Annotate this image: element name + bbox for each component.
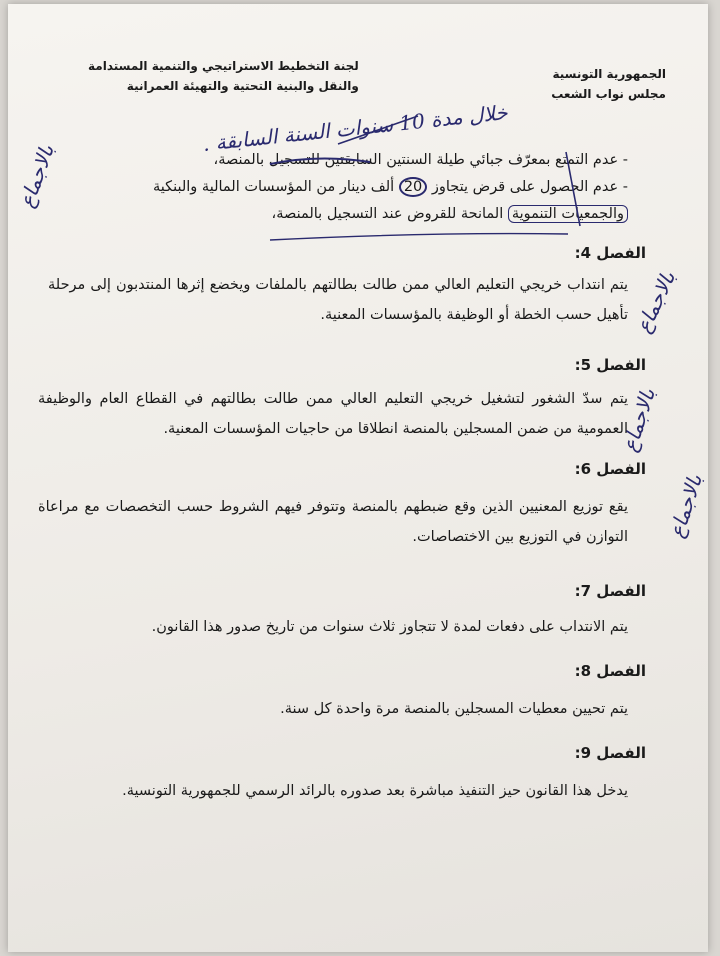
section-8-heading: الفصل 8: bbox=[574, 662, 646, 680]
ink-strokes bbox=[8, 4, 708, 952]
boxed-phrase: والجمعيات التنموية bbox=[508, 205, 628, 223]
margin-note-1: بالاجماع bbox=[14, 141, 59, 211]
circled-number: 20 bbox=[399, 177, 427, 197]
header-committee bbox=[88, 56, 359, 96]
margin-note-4: بالاجماع bbox=[664, 471, 707, 541]
section-9-heading: الفصل 9: bbox=[574, 744, 646, 762]
condition-line-3 bbox=[272, 206, 628, 222]
condition-line-2-pre: - عدم الحصول على قرض يتجاوز bbox=[431, 179, 628, 195]
condition-line-2 bbox=[153, 179, 628, 195]
section-6-heading: الفصل 6: bbox=[574, 460, 646, 478]
section-7-text: يتم الانتداب على دفعات لمدة لا تتجاوز ثلاث سنوات من تاريخ صدور هذا القانون. bbox=[151, 619, 628, 635]
section-9-text: يدخل هذا القانون حيز التنفيذ مباشرة بعد صدوره بالرائد الرسمي للجمهورية التونسية. bbox=[122, 783, 628, 799]
section-8-text: يتم تحيين معطيات المسجلين بالمنصة مرة واحدة كل سنة. bbox=[280, 701, 628, 717]
section-4-text: يتم انتداب خريجي التعليم العالي ممن طالت بطالتهم بالملفات ويخضع إثرها المنتدبون إلى مرحلة تأهيل حسب الخطة أو الوظيفة بالمؤسسات المعنية. bbox=[48, 277, 628, 323]
header-republic bbox=[551, 64, 666, 104]
section-7-heading: الفصل 7: bbox=[574, 582, 646, 600]
section-6-text: يقع توزيع المعنيين الذين وقع ضبطهم بالمنصة وتتوفر فيهم الشروط حسب التخصصات مع مراعاة التوازن في التوزيع بين الاختصاصات. bbox=[38, 499, 628, 545]
section-5-text: يتم سدّ الشغور لتشغيل خريجي التعليم العالي ممن طالت بطالتهم في القطاع العام والوظيفة العمومية من ضمن المسجلين بالمنصة انطلاقا من حاجيات المؤسسات المعنية. bbox=[38, 391, 628, 437]
condition-line-2-post: ألف دينار من المؤسسات المالية والبنكية bbox=[152, 179, 395, 195]
section-4-heading: الفصل 4: bbox=[574, 244, 646, 262]
header-committee-line2: والنقل والبنية التحتية والتهيئة العمرانية bbox=[126, 79, 359, 93]
document-page bbox=[8, 4, 708, 952]
handwritten-top-note: خلال مدة 10 سنوات السنة السابقة . bbox=[201, 100, 509, 156]
header-republic-name: الجمهورية التونسية bbox=[552, 67, 666, 81]
condition-line-1: - عدم التمتع بمعرّف جبائي طيلة السنتين السابقتين للتسجيل بالمنصة، bbox=[213, 152, 628, 168]
margin-note-3: بالاجماع bbox=[617, 385, 660, 455]
header-parliament-name: مجلس نواب الشعب bbox=[551, 87, 666, 101]
condition-line-3-post: المانحة للقروض عند التسجيل بالمنصة، bbox=[271, 206, 504, 222]
section-5-heading: الفصل 5: bbox=[574, 356, 646, 374]
margin-note-2: بالاجماع bbox=[630, 267, 681, 337]
header-committee-line1: لجنة التخطيط الاستراتيجي والتنمية المستدامة bbox=[88, 59, 359, 73]
